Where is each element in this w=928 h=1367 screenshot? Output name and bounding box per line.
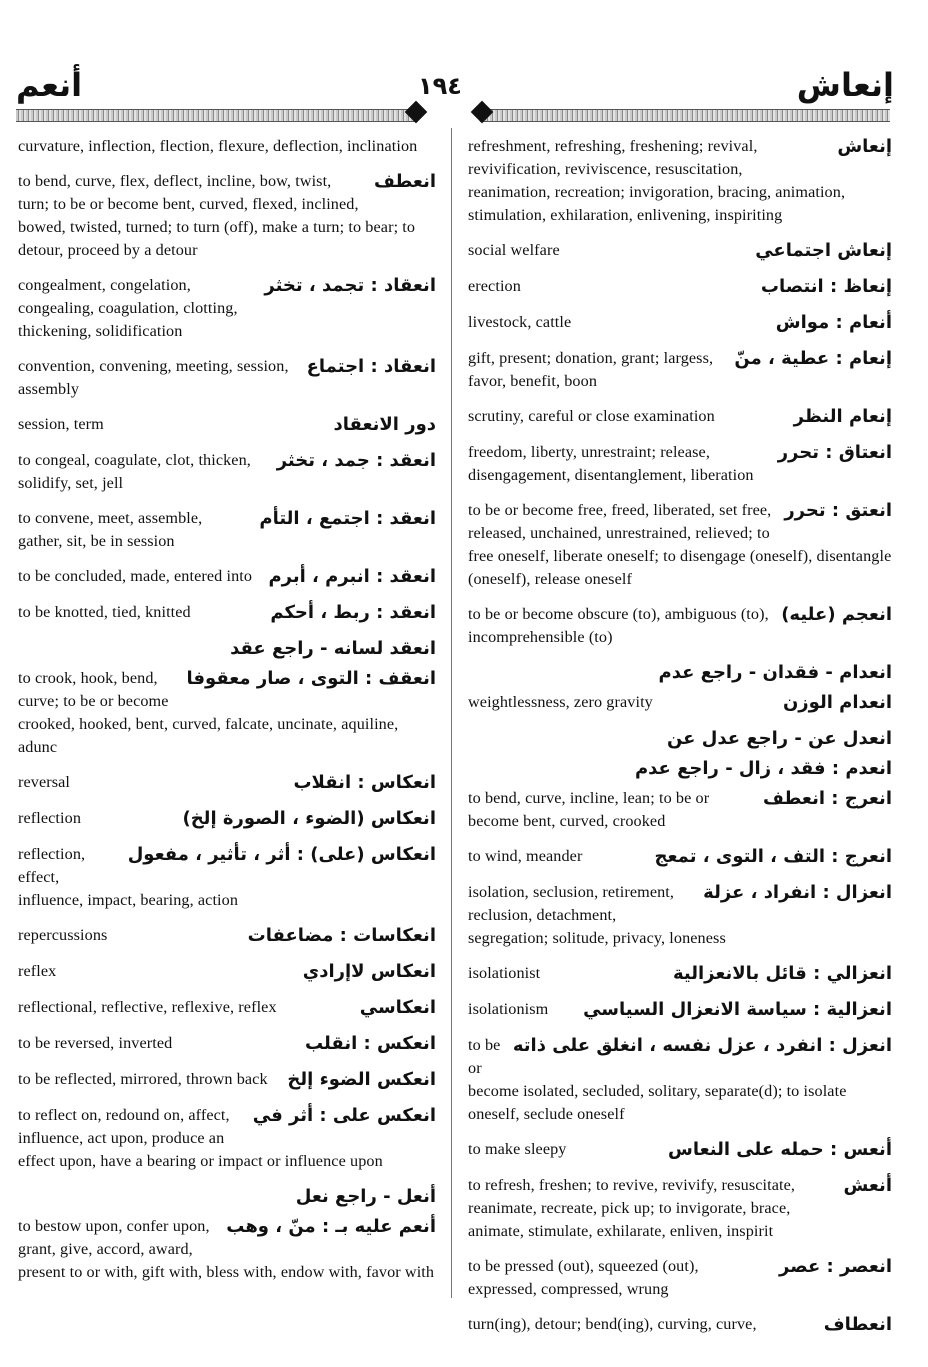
dictionary-entry bbox=[468, 275, 892, 299]
english-definition: session, term bbox=[18, 415, 104, 433]
dictionary-entry bbox=[18, 637, 436, 661]
arabic-headword: انعرج : التف ، التوى ، تمعج bbox=[654, 846, 892, 867]
arabic-headword: انعدم : فقد ، زال - راجع عدم bbox=[634, 758, 892, 779]
dictionary-entry bbox=[18, 274, 436, 343]
arabic-headword: انعكاسي bbox=[359, 997, 436, 1018]
header-rule-left bbox=[16, 109, 416, 122]
arabic-headword: انعكاسات : مضاعفات bbox=[247, 925, 436, 946]
english-definition: repercussions bbox=[18, 926, 108, 944]
english-definition: to crook, hook, bend, curve; to be or become crooked, hooked, bent, curved, falcate, uncinate, aquiline, adunc bbox=[18, 669, 399, 756]
english-definition: to bend, curve, flex, deflect, incline, bow, twist, turn; to be or become bent, curved, flexed, inclined, bowed, twisted, turned; to turn (off), make a turn; to bear; to detour, proceed by a detour bbox=[18, 172, 416, 259]
dictionary-entry bbox=[468, 347, 892, 393]
english-definition: to be concluded, made, entered into bbox=[18, 567, 253, 585]
english-definition: erection bbox=[468, 277, 521, 295]
arabic-headword: انعجم (عليه) bbox=[781, 604, 892, 625]
arabic-headword: إنعام : عطية ، منّ bbox=[734, 348, 892, 369]
english-definition: to wind, meander bbox=[468, 847, 583, 865]
dictionary-entry bbox=[468, 998, 892, 1022]
arabic-headword: انعكس على : أثر في bbox=[252, 1105, 436, 1126]
dictionary-entry bbox=[468, 1034, 892, 1126]
dictionary-entry bbox=[468, 405, 892, 429]
dictionary-entry bbox=[18, 1185, 436, 1209]
arabic-headword: أنعام : مواش bbox=[775, 312, 892, 333]
dictionary-entry bbox=[18, 924, 436, 948]
arabic-headword: إنعاظ : انتصاب bbox=[760, 276, 892, 297]
running-head-right: إنعاش bbox=[796, 66, 894, 104]
dictionary-entry bbox=[468, 845, 892, 869]
dictionary-entry bbox=[18, 413, 436, 437]
dictionary-entry bbox=[468, 1174, 892, 1243]
english-definition: to be pressed (out), squeezed (out), expressed, compressed, wrung bbox=[468, 1257, 699, 1298]
english-definition: to reflect on, redound on, affect, influence, act upon, produce an effect upon, have a bearing or impact or influence upon bbox=[18, 1106, 383, 1170]
dictionary-entry bbox=[468, 661, 892, 685]
english-definition: reflex bbox=[18, 962, 57, 980]
dictionary-entry bbox=[18, 601, 436, 625]
dictionary-entry bbox=[468, 881, 892, 950]
arabic-headword: إنعام النظر bbox=[793, 406, 892, 427]
english-definition: social welfare bbox=[468, 241, 560, 259]
english-definition: gift, present; donation, grant; largess, favor, benefit, boon bbox=[468, 349, 714, 390]
arabic-headword: انعطاف bbox=[823, 1314, 892, 1335]
arabic-headword: إنعاش اجتماعي bbox=[755, 240, 892, 261]
dictionary-entry bbox=[18, 996, 436, 1020]
arabic-headword: انعكاس (الضوء ، الصورة إلخ) bbox=[182, 808, 436, 829]
running-head-left: أنعم bbox=[16, 66, 83, 104]
english-definition: to convene, meet, assemble, gather, sit, be in session bbox=[18, 509, 203, 550]
page-header bbox=[0, 0, 928, 130]
arabic-headword: إنعاش bbox=[837, 136, 892, 157]
english-definition: isolationist bbox=[468, 964, 541, 982]
english-definition: to be reflected, mirrored, thrown back bbox=[18, 1070, 268, 1088]
arabic-headword: انعقد : ربط ، أحكم bbox=[270, 602, 436, 623]
arabic-headword: انعدل عن - راجع عدل عن bbox=[666, 728, 892, 749]
dictionary-entry bbox=[468, 962, 892, 986]
arabic-headword: انعقد لسانه - راجع عقد bbox=[230, 638, 436, 659]
dictionary-entry bbox=[18, 449, 436, 495]
english-definition: reversal bbox=[18, 773, 71, 791]
english-definition: to refresh, freshen; to revive, revivify, resuscitate, reanimate, recreate, pick up; to invigorate, brace, animate, stimulate, exhilarate, enliven, inspirit bbox=[468, 1176, 796, 1240]
english-definition: livestock, cattle bbox=[468, 313, 572, 331]
dictionary-entry bbox=[18, 1215, 436, 1284]
dictionary-entry bbox=[468, 787, 892, 833]
english-definition: curvature, inflection, flection, flexure, deflection, inclination bbox=[18, 137, 418, 155]
english-definition: to be knotted, tied, knitted bbox=[18, 603, 191, 621]
arabic-headword: أنعس : حمله على النعاس bbox=[668, 1139, 892, 1160]
english-definition: to bend, curve, incline, lean; to be or become bent, curved, crooked bbox=[468, 789, 710, 830]
dictionary-entry bbox=[18, 1068, 436, 1092]
arabic-headword: انعكاس (على) : أثر ، تأثير ، مفعول bbox=[127, 844, 436, 865]
arabic-headword: انعقاد : اجتماع bbox=[306, 356, 436, 377]
dictionary-entry bbox=[468, 603, 892, 649]
dictionary-entry bbox=[18, 170, 436, 262]
arabic-headword: انعقاد : تجمد ، تخثر bbox=[264, 275, 436, 296]
dictionary-entry bbox=[18, 507, 436, 553]
dictionary-entry bbox=[468, 499, 892, 591]
english-definition: to bestow upon, confer upon, grant, give, accord, award, present to or with, gift with, bless with, endow with, favor with bbox=[18, 1217, 435, 1281]
left-column bbox=[18, 135, 436, 1296]
arabic-headword: انعتق : تحرر bbox=[784, 500, 892, 521]
header-rule-right bbox=[480, 109, 890, 122]
dictionary-entry bbox=[18, 135, 436, 158]
dictionary-entry bbox=[18, 771, 436, 795]
right-column bbox=[468, 135, 892, 1349]
dictionary-entry bbox=[468, 1255, 892, 1301]
dictionary-entry bbox=[468, 757, 892, 781]
arabic-headword: انعزالية : سياسة الانعزال السياسي bbox=[583, 999, 892, 1020]
english-definition: scrutiny, careful or close examination bbox=[468, 407, 715, 425]
dictionary-entry bbox=[468, 239, 892, 263]
arabic-headword: انعصر : عصر bbox=[779, 1256, 892, 1277]
english-definition: to make sleepy bbox=[468, 1140, 567, 1158]
dictionary-entry bbox=[468, 727, 892, 751]
arabic-headword: انعكس : انقلب bbox=[304, 1033, 436, 1054]
arabic-headword: انعقد : اجتمع ، التأم bbox=[259, 508, 436, 529]
arabic-headword: أنعل - راجع نعل bbox=[295, 1186, 436, 1207]
english-definition: reflection, effect, influence, impact, bearing, action bbox=[18, 845, 239, 909]
arabic-headword: انعقد : انبرم ، أبرم bbox=[268, 566, 436, 587]
dictionary-entry bbox=[18, 667, 436, 759]
english-definition: to be or become isolated, secluded, solitary, separate(d); to isolate oneself, seclude oneself bbox=[468, 1036, 847, 1123]
arabic-headword: انعدام - فقدان - راجع عدم bbox=[658, 662, 892, 683]
english-definition: weightlessness, zero gravity bbox=[468, 693, 653, 711]
dictionary-entry bbox=[468, 1138, 892, 1162]
dictionary-entry bbox=[18, 1104, 436, 1173]
english-definition: to be or become obscure (to), ambiguous (to), incomprehensible (to) bbox=[468, 605, 769, 646]
arabic-headword: أنعش bbox=[843, 1175, 892, 1196]
english-definition: to congeal, coagulate, clot, thicken, solidify, set, jell bbox=[18, 451, 251, 492]
arabic-headword: انعطف bbox=[373, 171, 436, 192]
dictionary-entry bbox=[468, 311, 892, 335]
dictionary-entry bbox=[18, 843, 436, 912]
dictionary-entry bbox=[18, 355, 436, 401]
english-definition: turn(ing), detour; bend(ing), curving, curve, bbox=[468, 1315, 757, 1333]
arabic-headword: انعكاس : انقلاب bbox=[293, 772, 436, 793]
arabic-headword: انعكس الضوء إلخ bbox=[287, 1069, 436, 1090]
arabic-headword: انعرج : انعطف bbox=[762, 788, 892, 809]
page-number: ١٩٤ bbox=[418, 72, 462, 100]
dictionary-entry bbox=[468, 691, 892, 715]
english-definition: to be or become free, freed, liberated, set free, released, unchained, unrestrained, relieved; to free oneself, liberate oneself; to disengage (oneself), disentangle (oneself), release oneself bbox=[468, 501, 892, 588]
english-definition: reflection bbox=[18, 809, 82, 827]
dictionary-entry bbox=[468, 1313, 892, 1337]
arabic-headword: انعقف : التوى ، صار معقوفا bbox=[186, 668, 436, 689]
dictionary-entry bbox=[18, 1032, 436, 1056]
column-divider bbox=[451, 128, 452, 1298]
arabic-headword: انعقد : جمد ، تخثر bbox=[276, 450, 436, 471]
arabic-headword: انعزل : انفرد ، عزل نفسه ، انغلق على ذاته bbox=[512, 1035, 892, 1056]
english-definition: isolation, seclusion, retirement, reclusion, detachment, segregation; solitude, privacy, loneness bbox=[468, 883, 726, 947]
arabic-headword: أنعم عليه بـ : منّ ، وهب bbox=[226, 1216, 436, 1237]
english-definition: convention, convening, meeting, session, assembly bbox=[18, 357, 289, 398]
arabic-headword: انعزالي : قائل بالانعزالية bbox=[672, 963, 892, 984]
dictionary-entry bbox=[468, 135, 892, 227]
dictionary-entry bbox=[18, 807, 436, 831]
dictionary-entry bbox=[18, 960, 436, 984]
english-definition: to be reversed, inverted bbox=[18, 1034, 173, 1052]
dictionary-entry bbox=[468, 441, 892, 487]
arabic-headword: انعكاس لاإرادي bbox=[302, 961, 436, 982]
english-definition: isolationism bbox=[468, 1000, 549, 1018]
arabic-headword: انعتاق : تحرر bbox=[777, 442, 892, 463]
english-definition: refreshment, refreshing, freshening; revival, revivification, reviviscence, resuscitation, reanimation, recreation; invigoration, bracing, animation, stimulation, exhilaration, enlivening, inspiriting bbox=[468, 137, 846, 224]
arabic-headword: انعدام الوزن bbox=[782, 692, 892, 713]
english-definition: congealment, congelation, congealing, coagulation, clotting, thickening, solidification bbox=[18, 276, 238, 340]
english-definition: reflectional, reflective, reflexive, reflex bbox=[18, 998, 277, 1016]
english-definition: freedom, liberty, unrestraint; release, disengagement, disentanglement, liberation bbox=[468, 443, 754, 484]
arabic-headword: دور الانعقاد bbox=[333, 414, 436, 435]
arabic-headword: انعزال : انفراد ، عزلة bbox=[703, 882, 892, 903]
dictionary-entry bbox=[18, 565, 436, 589]
